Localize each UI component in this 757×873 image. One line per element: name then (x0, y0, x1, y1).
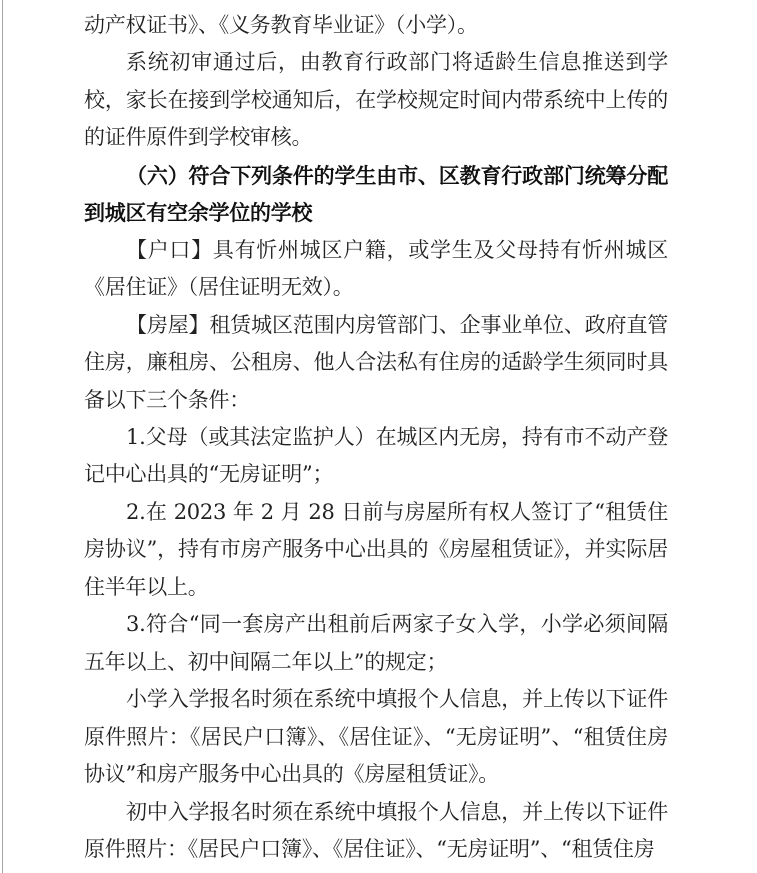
list-item-condition-1: 1.父母（或其法定监护人）在城区内无房，持有市不动产登记中心出具的“无房证明”； (84, 424, 668, 487)
paragraph-system-review: 系统初审通过后，由教育行政部门将适龄生信息推送到学校，家长在接到学校通知后，在学校规定时间内带系统中上传的的证件原件到学校审核。 (84, 50, 668, 150)
paragraph-junior-school-enrollment: 初中入学报名时须在系统中填报个人信息，并上传以下证件原件照片：《居民户口簿》、《居住证》、“无房证明”、“租赁住房 (84, 799, 668, 861)
list-item-condition-2: 2.在 2023 年 2 月 28 日前与房屋所有权人签订了“租赁住房协议”，持有市房产服务中心出具的《房屋租赁证》，并实际居住半年以上。 (84, 499, 668, 599)
document-content (84, 7, 668, 868)
paragraph-certificates-continuation: 动产权证书》、《义务教育毕业证》（小学）。 (84, 13, 478, 37)
heading-section-six: （六）符合下列条件的学生由市、区教育行政部门统筹分配到城区有空余学位的学校 (84, 162, 668, 226)
paragraph-housing: 【房屋】租赁城区范围内房管部门、企事业单位、政府直管住房，廉租房、公租房、他人合法私有住房的适龄学生须同时具备以下三个条件： (84, 312, 668, 412)
paragraph-primary-school-enrollment: 小学入学报名时须在系统中填报个人信息，并上传以下证件原件照片：《居民户口簿》、《居住证》、“无房证明”、“租赁住房协议”和房产服务中心出具的《房屋租赁证》。 (84, 687, 668, 787)
page-edge-line (2, 0, 3, 873)
list-item-condition-3: 3.符合“同一套房产出租前后两家子女入学，小学必须间隔五年以上、初中间隔二年以上”的规定； (84, 612, 668, 674)
paragraph-hukou: 【户口】具有忻州城区户籍，或学生及父母持有忻州城区《居住证》（居住证明无效）。 (84, 237, 668, 300)
